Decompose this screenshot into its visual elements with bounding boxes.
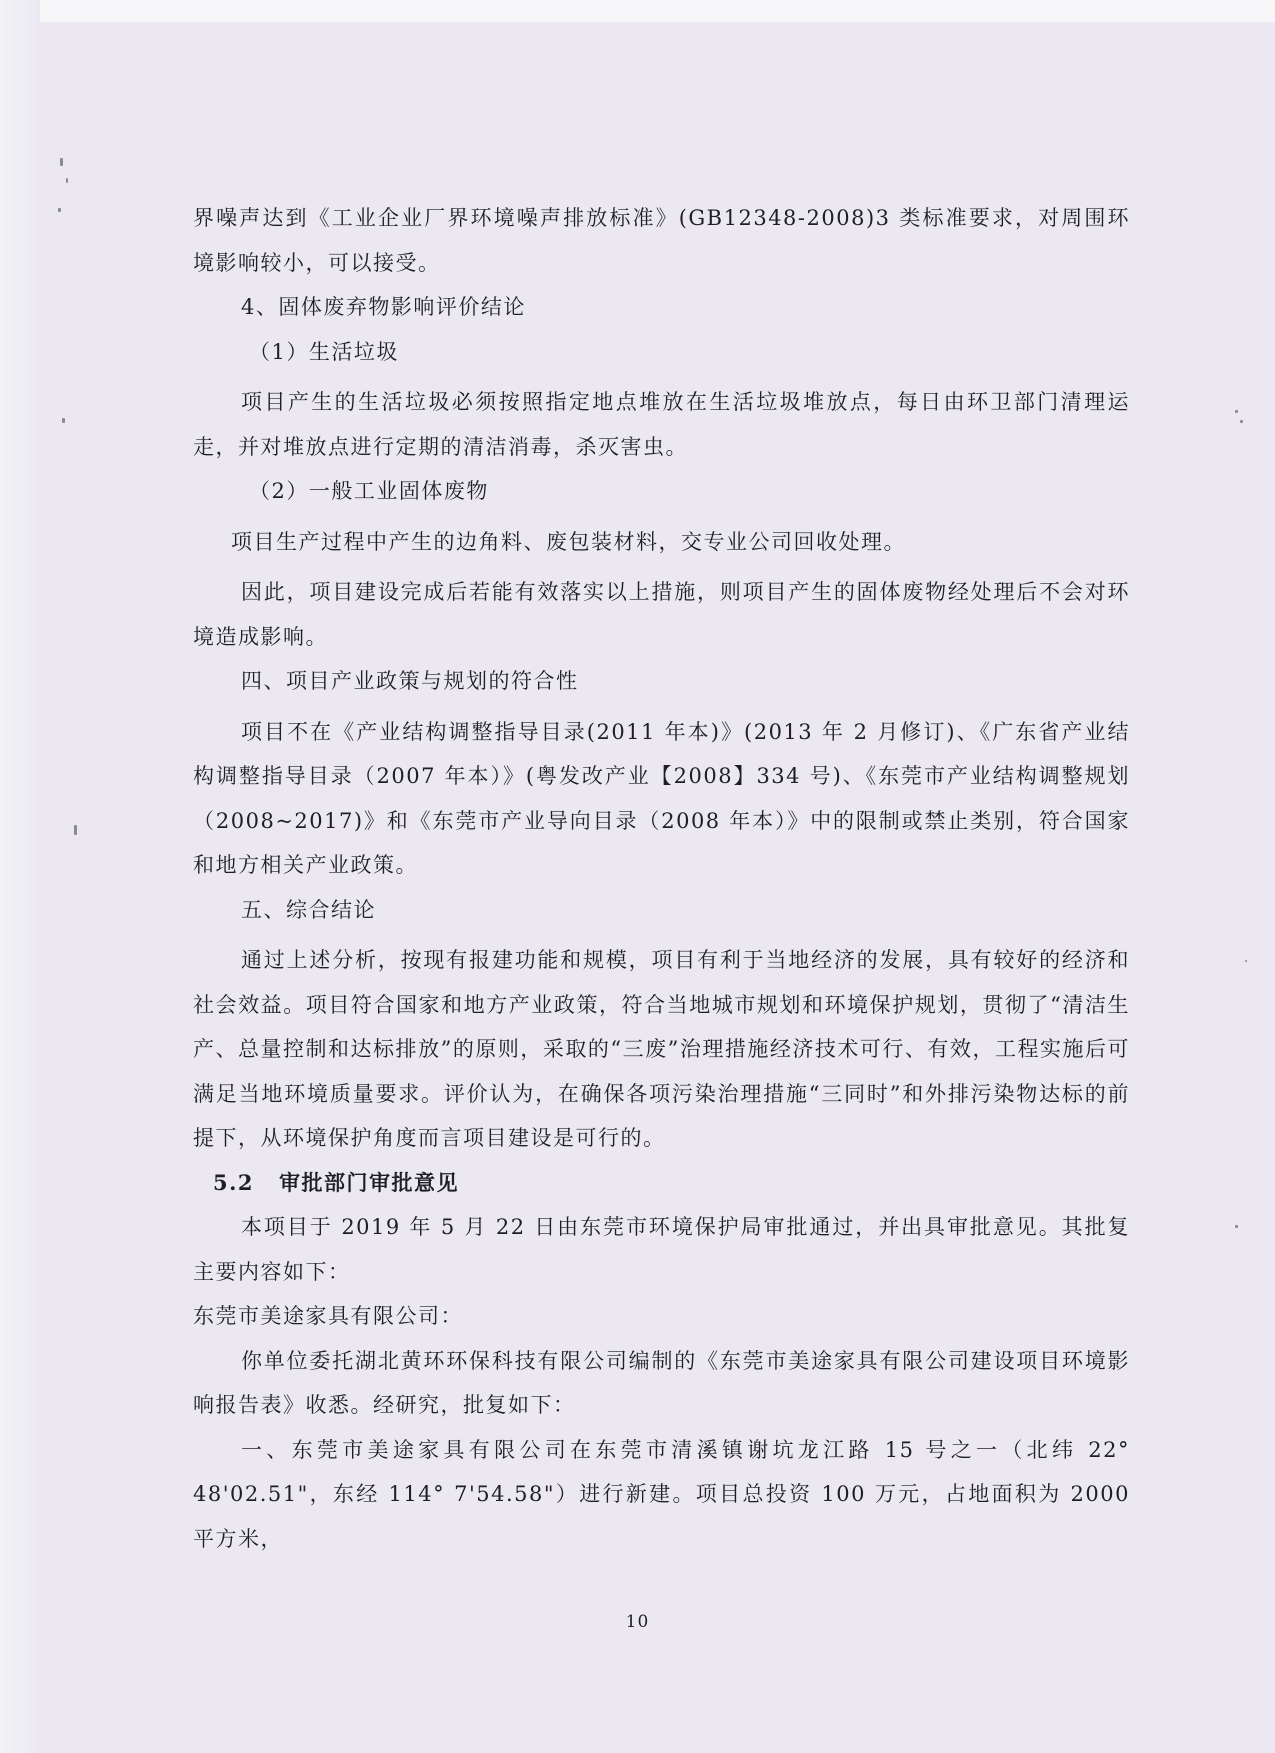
scan-speck <box>66 178 68 183</box>
scan-top-edge <box>0 0 1275 22</box>
paragraph-noise-conclusion: 界噪声达到《工业企业厂界环境噪声排放标准》(GB12348-2008)3 类标准要求，对周围环境影响较小，可以接受。 <box>193 206 1130 275</box>
scan-speck <box>74 825 77 835</box>
heading-industrial-policy: 四、项目产业政策与规划的符合性 <box>241 669 579 693</box>
section-number: 5.2 <box>213 1169 255 1195</box>
scan-speck <box>58 208 61 212</box>
page-number: 10 <box>625 1612 650 1632</box>
paragraph-approval-receipt: 你单位委托湖北黄环环保科技有限公司编制的《东莞市美途家具有限公司建设项目环境影响报告表》收悉。经研究，批复如下： <box>193 1348 1130 1417</box>
scan-speck <box>60 158 63 166</box>
subheading-domestic-waste: （1）生活垃圾 <box>249 339 399 364</box>
scan-speck <box>62 418 65 423</box>
paragraph-domestic-waste: 项目产生的生活垃圾必须按照指定地点堆放在生活垃圾堆放点，每日由环卫部门清理运走，并对堆放点进行定期的清洁消毒，杀灭害虫。 <box>193 390 1130 459</box>
scan-speck <box>1235 410 1238 413</box>
heading-solid-waste: 4、固体废弃物影响评价结论 <box>241 295 526 319</box>
scan-speck <box>1235 1225 1238 1228</box>
section-heading <box>193 1161 1130 1206</box>
subheading-industrial-waste: （2）一般工业固体废物 <box>249 479 489 503</box>
paragraph-waste-summary: 因此，项目建设完成后若能有效落实以上措施，则项目产生的固体废物经处理后不会对环境造成影响。 <box>193 580 1130 649</box>
paragraph-industrial-policy: 项目不在《产业结构调整指导目录(2011 年本)》(2013 年 2 月修订)、《广东省产业结构调整指导目录（2007 年本）》(粤发改产业【2008】334 号)、《东莞市产业结构调整规划（2008~2017)》和《东莞市产业导向目录（2008 年本）》中的限制或禁止类别，符合国家和地方相关产业政策。 <box>193 719 1130 877</box>
scan-left-edge <box>0 0 40 1753</box>
paragraph-approval-intro: 本项目于 2019 年 5 月 22 日由东莞市环境保护局审批通过，并出具审批意见。其批复主要内容如下： <box>193 1215 1130 1284</box>
paragraph-overall-conclusion: 通过上述分析，按现有报建功能和规模，项目有利于当地经济的发展，具有较好的经济和社会效益。项目符合国家和地方产业政策，符合当地城市规划和环境保护规划，贯彻了“清洁生产、总量控制和达标排放”的原则，采取的“三废”治理措施经济技术可行、有效，工程实施后可满足当地环境质量要求。评价认为，在确保各项污染治理措施“三同时”和外排污染物达标的前提下，从环境保护角度而言项目建设是可行的。 <box>193 948 1130 1150</box>
scan-speck <box>1240 420 1243 423</box>
paragraph-addressee: 东莞市美途家具有限公司： <box>193 1304 463 1328</box>
section-title: 审批部门审批意见 <box>279 1169 459 1195</box>
heading-overall-conclusion: 五、综合结论 <box>241 897 376 922</box>
scan-speck <box>1245 960 1247 962</box>
paragraph-approval-item-1: 一、东莞市美途家具有限公司在东莞市清溪镇谢坑龙江路 15 号之一（北纬 22° 48'02.51"，东经 114° 7'54.58"）进行新建。项目总投资 100 万元，占地面积为 2000 平方米， <box>193 1437 1130 1551</box>
body-text <box>193 196 1130 1561</box>
paragraph-industrial-waste: 项目生产过程中产生的边角料、废包装材料，交专业公司回收处理。 <box>231 529 906 554</box>
